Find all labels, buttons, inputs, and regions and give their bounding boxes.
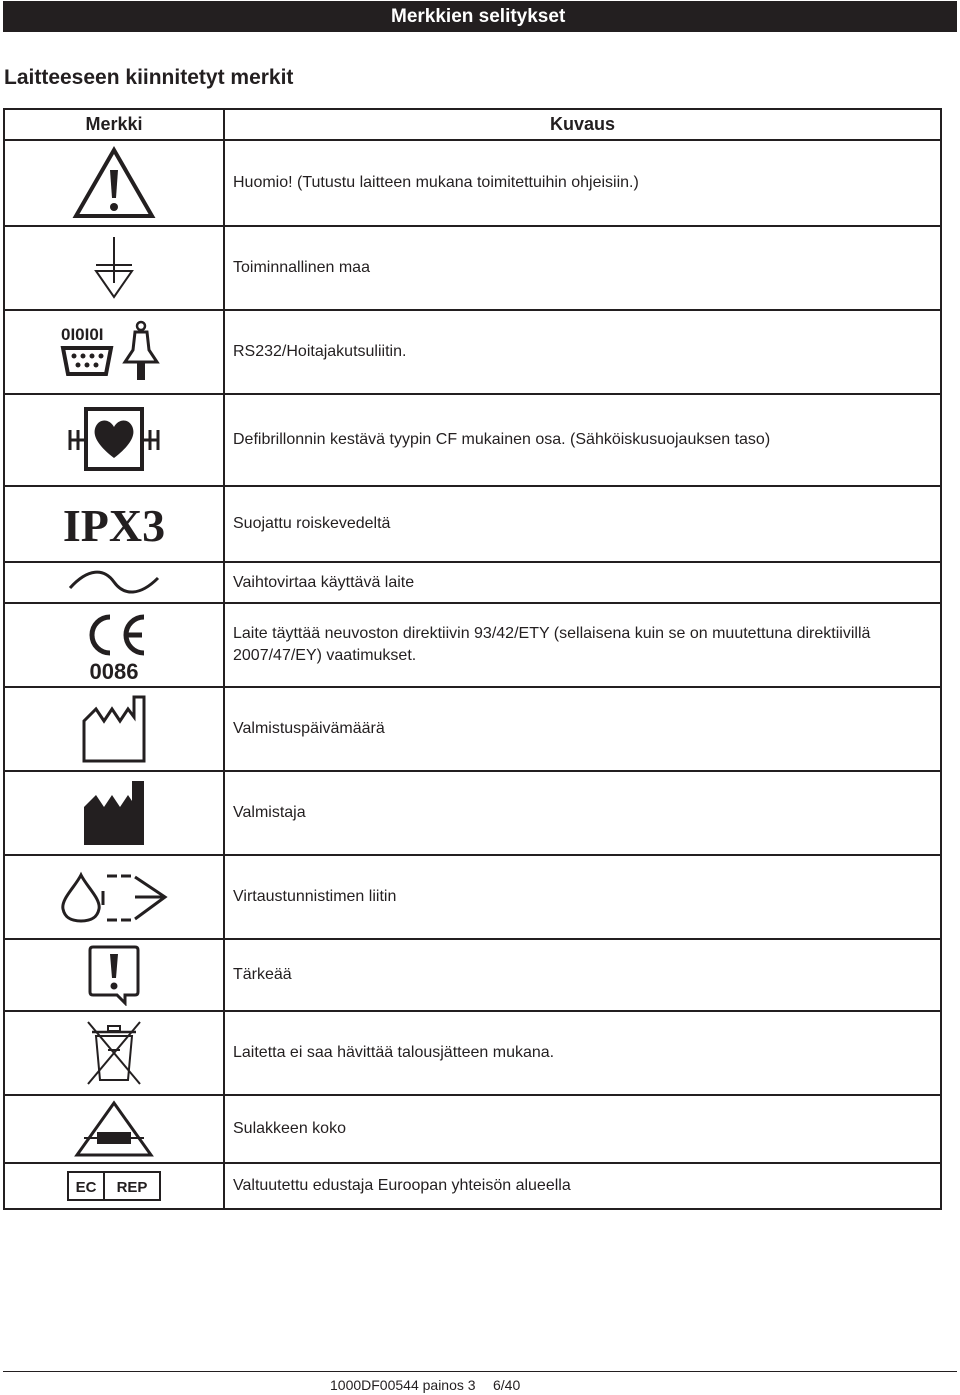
table-row [4,562,941,603]
table-row [4,1095,941,1163]
description-cell: Valmistaja [224,771,941,855]
symbol-table [3,108,942,1210]
description-cell: Tärkeää [224,939,941,1011]
table-row [4,939,941,1011]
column-header-symbol: Merkki [4,109,224,140]
description-cell: Laitetta ei saa hävittää talousjätteen mukana. [224,1011,941,1095]
symbol-cell [4,771,224,855]
table-row [4,310,941,394]
rep-label: REP [116,1179,148,1196]
description-cell: Suojattu roiskevedeltä [224,486,941,562]
symbol-cell [4,486,224,562]
description-cell: Valtuutettu edustaja Euroopan yhteisön alueella [224,1163,941,1209]
important-icon [87,944,141,1006]
description-cell: Sulakkeen koko [224,1095,941,1163]
weee-bin-icon [84,1018,144,1088]
table-row [4,687,941,771]
symbol-cell [4,310,224,394]
footer-page-number: 6/40 [493,1377,521,1393]
description-cell: Huomio! (Tutustu laitteen mukana toimitettuihin ohjeisiin.) [224,140,941,226]
defib-proof-cf-icon [66,406,162,474]
symbol-cell [4,226,224,310]
table-row [4,771,941,855]
symbol-cell [4,140,224,226]
ipx3-text: IPX3 [62,500,166,549]
symbol-cell [4,562,224,603]
description-cell: Defibrillonnin kestävä tyypin CF mukainen osa. (Sähköiskusuojauksen taso) [224,394,941,486]
manufacturer-icon [82,779,146,847]
ec-label: EC [75,1179,97,1196]
symbol-cell [4,939,224,1011]
alternating-current-icon [66,568,162,598]
symbol-cell [4,603,224,687]
functional-earth-icon [92,235,136,301]
column-header-description: Kuvaus [224,109,941,140]
symbol-cell [4,855,224,939]
symbol-cell [4,1095,224,1163]
description-cell: Laite täyttää neuvoston direktiivin 93/42/ETY (sellaisena kuin se on muutettuna direktiivillä 2007/47/EY) vaatimukset. [224,603,941,687]
pressure-sensor-connector-icon [59,871,169,923]
table-row [4,394,941,486]
page-header-title: Merkkien selitykset [391,6,566,27]
description-cell: RS232/Hoitajakutsuliitin. [224,310,941,394]
header-bar [3,1,957,32]
manufacture-date-icon [80,693,148,765]
warning-triangle-icon [72,146,156,220]
ec-rep-icon [66,1170,162,1202]
description-cell: Valmistuspäivämäärä [224,687,941,771]
ipx3-icon [49,499,179,549]
footer-divider [3,1371,957,1372]
symbol-cell [4,1011,224,1095]
table-row [4,226,941,310]
description-cell: Virtaustunnistimen liitin [224,855,941,939]
table-row [4,1011,941,1095]
table-row [4,486,941,562]
rs232-nurse-call-icon [59,320,169,384]
rs232-binary-text: 0I0I0I [61,325,104,344]
fuse-icon [74,1100,154,1158]
symbol-cell [4,1163,224,1209]
footer-doc-ref: 1000DF00544 painos 3 [330,1377,476,1393]
description-cell: Vaihtovirtaa käyttävä laite [224,562,941,603]
table-header-row [4,109,941,140]
notified-body-number: 0086 [89,659,139,683]
section-title: Laitteeseen kiinnitetyt merkit [4,66,294,89]
table-row [4,140,941,226]
symbol-cell [4,394,224,486]
table-row [4,1163,941,1209]
ce-mark-icon [74,607,154,683]
table-row [4,603,941,687]
symbol-cell [4,687,224,771]
table-row [4,855,941,939]
description-cell: Toiminnallinen maa [224,226,941,310]
